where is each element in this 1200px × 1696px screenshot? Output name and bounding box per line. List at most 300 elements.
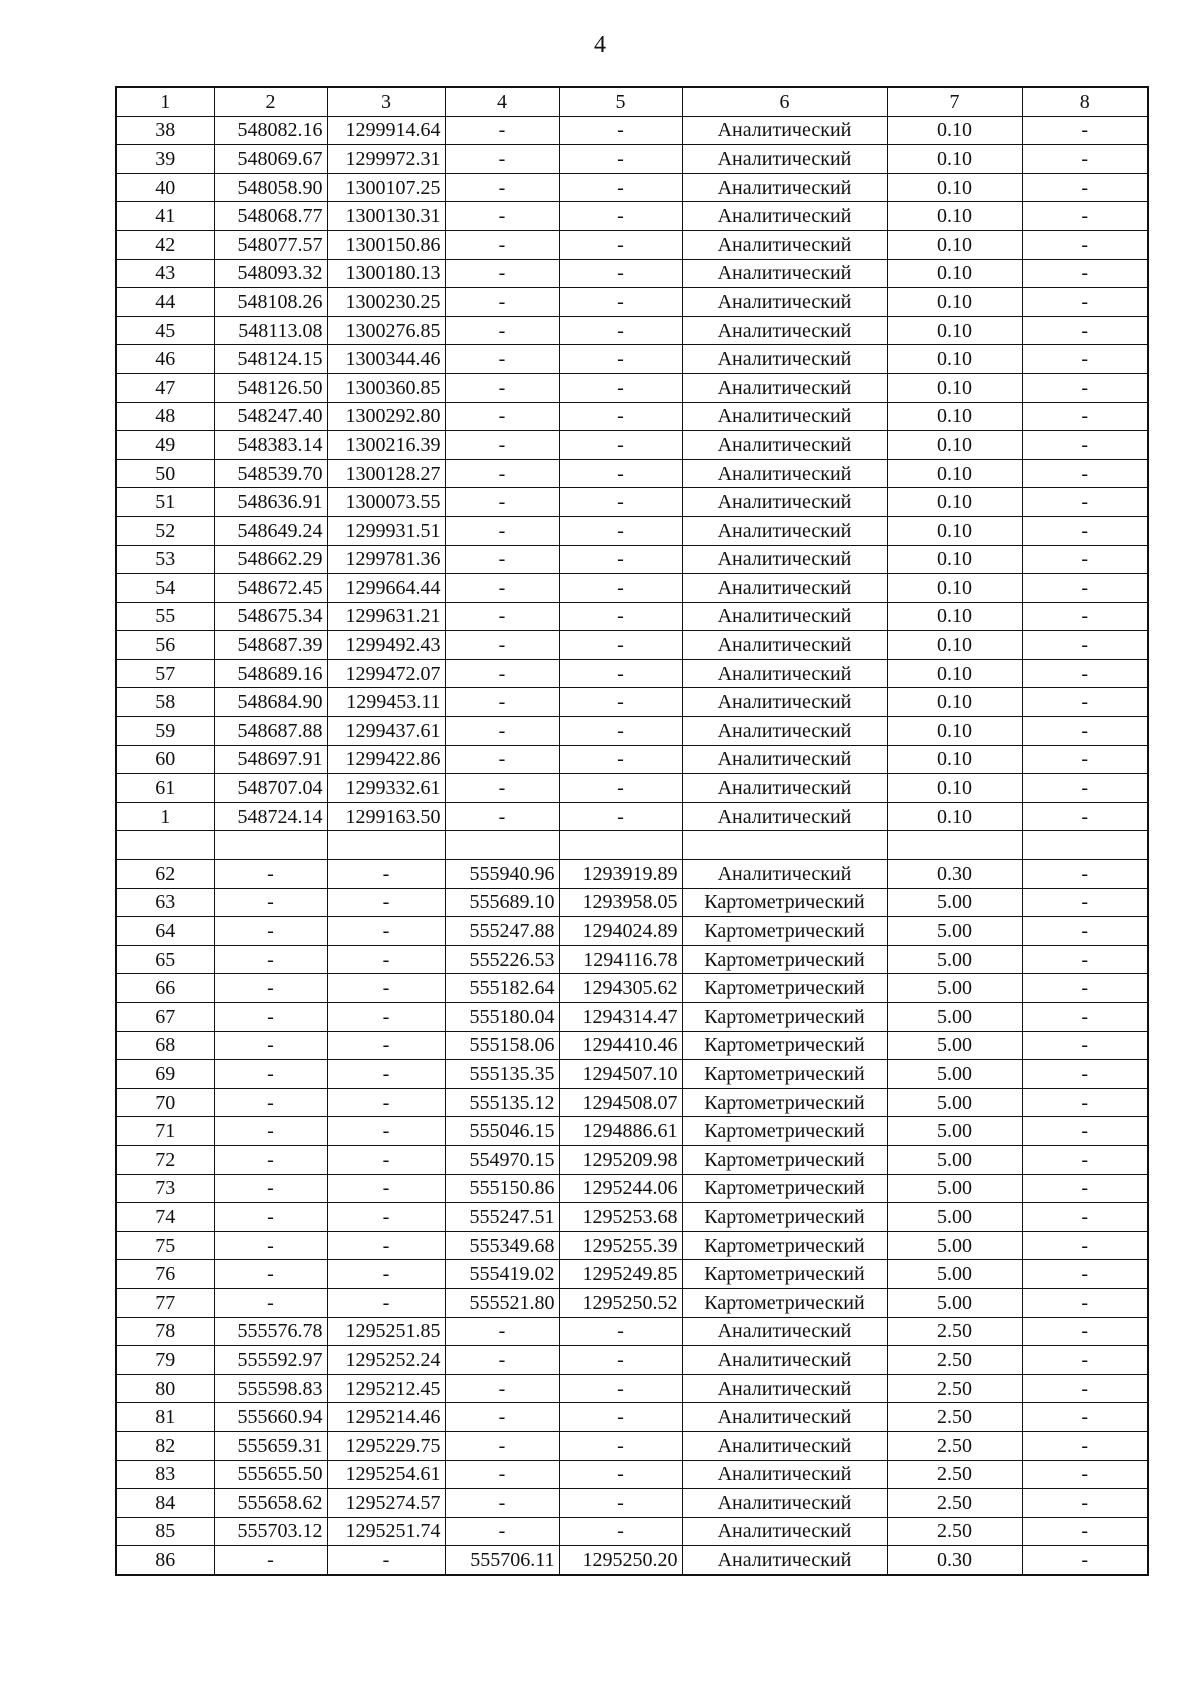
table-cell: 0.10 [887, 116, 1022, 145]
table-cell: Аналитический [682, 1460, 887, 1489]
table-cell: - [559, 1317, 682, 1346]
table-cell: - [327, 945, 445, 974]
table-cell: 1299163.50 [327, 802, 445, 831]
table-cell: 555940.96 [445, 860, 559, 889]
table-cell: 555592.97 [214, 1346, 327, 1375]
column-header: 4 [445, 87, 559, 116]
table-cell: 0.10 [887, 145, 1022, 174]
table-cell: 555182.64 [445, 974, 559, 1003]
table-cell: 50 [116, 459, 214, 488]
table-cell: - [1022, 459, 1148, 488]
table-row [116, 173, 1148, 202]
table-cell: 1295255.39 [559, 1231, 682, 1260]
table-cell: Аналитический [682, 688, 887, 717]
table-cell: - [214, 945, 327, 974]
table-cell: 59 [116, 717, 214, 746]
table-cell: - [1022, 1060, 1148, 1089]
table-cell: - [1022, 516, 1148, 545]
table-cell: 5.00 [887, 1203, 1022, 1232]
table-cell: - [445, 1460, 559, 1489]
table-cell: 0.10 [887, 802, 1022, 831]
table-cell: - [445, 717, 559, 746]
table-cell: 548113.08 [214, 316, 327, 345]
table-cell: Картометрический [682, 1003, 887, 1032]
table-cell: 2.50 [887, 1346, 1022, 1375]
table-cell: - [214, 974, 327, 1003]
table-cell: 548707.04 [214, 774, 327, 803]
table-cell: - [559, 1346, 682, 1375]
table-cell: 0.10 [887, 774, 1022, 803]
table-cell: 555158.06 [445, 1031, 559, 1060]
table-cell: - [1022, 488, 1148, 517]
table-row [116, 145, 1148, 174]
table-cell: - [1022, 373, 1148, 402]
table-cell: 548093.32 [214, 259, 327, 288]
page-number: 4 [594, 32, 606, 58]
table-cell: 55 [116, 602, 214, 631]
table-cell: 82 [116, 1431, 214, 1460]
table-cell: 56 [116, 631, 214, 660]
table-cell: 44 [116, 288, 214, 317]
table-cell: 65 [116, 945, 214, 974]
table-cell: Картометрический [682, 888, 887, 917]
table-row [116, 1117, 1148, 1146]
table-cell: 0.30 [887, 860, 1022, 889]
table-cell: - [327, 860, 445, 889]
table-cell: 48 [116, 402, 214, 431]
table-cell: Аналитический [682, 202, 887, 231]
table-cell: Аналитический [682, 259, 887, 288]
table-cell: - [445, 431, 559, 460]
table-cell: 548383.14 [214, 431, 327, 460]
table-cell: 0.10 [887, 574, 1022, 603]
table-row [116, 1060, 1148, 1089]
table-cell: 1295212.45 [327, 1374, 445, 1403]
table-cell: 1300128.27 [327, 459, 445, 488]
table-cell: 1295251.74 [327, 1517, 445, 1546]
table-cell: 548126.50 [214, 373, 327, 402]
coordinates-table [115, 86, 1149, 1576]
table-cell: - [559, 316, 682, 345]
table-cell: Аналитический [682, 545, 887, 574]
table-cell: Аналитический [682, 488, 887, 517]
table-cell: 1295229.75 [327, 1431, 445, 1460]
table-cell: 548687.39 [214, 631, 327, 660]
table-cell: 0.10 [887, 202, 1022, 231]
table-cell: 5.00 [887, 888, 1022, 917]
table-cell: 40 [116, 173, 214, 202]
table-cell: 0.10 [887, 488, 1022, 517]
table-cell: 548689.16 [214, 659, 327, 688]
table-cell: Картометрический [682, 945, 887, 974]
table-cell [1022, 831, 1148, 860]
table-cell: - [1022, 545, 1148, 574]
table-cell: 548684.90 [214, 688, 327, 717]
table-cell: 1294024.89 [559, 917, 682, 946]
table-row [116, 116, 1148, 145]
table-cell: 1 [116, 802, 214, 831]
table-row [116, 1174, 1148, 1203]
table-cell: - [214, 1546, 327, 1575]
table-cell: 81 [116, 1403, 214, 1432]
table-cell: 555521.80 [445, 1288, 559, 1317]
table-cell: Аналитический [682, 459, 887, 488]
table-cell: - [445, 373, 559, 402]
table-cell: 5.00 [887, 1088, 1022, 1117]
table-cell: 0.10 [887, 516, 1022, 545]
table-cell: 64 [116, 917, 214, 946]
table-cell: Аналитический [682, 230, 887, 259]
table-cell: - [559, 202, 682, 231]
table-cell: - [1022, 145, 1148, 174]
table-cell: - [1022, 1288, 1148, 1317]
table-cell: 548069.67 [214, 145, 327, 174]
table-cell: - [327, 1060, 445, 1089]
table-cell: - [1022, 259, 1148, 288]
table-row [116, 230, 1148, 259]
table-row [116, 1546, 1148, 1575]
table-cell: - [445, 402, 559, 431]
table-cell: - [445, 659, 559, 688]
table-cell: 1299931.51 [327, 516, 445, 545]
table-cell: - [214, 1174, 327, 1203]
table-cell: 1300276.85 [327, 316, 445, 345]
table-cell: 1295209.98 [559, 1145, 682, 1174]
table-cell: - [445, 230, 559, 259]
table-cell: Картометрический [682, 1288, 887, 1317]
table-cell: 0.10 [887, 173, 1022, 202]
table-row [116, 1431, 1148, 1460]
table-cell: Аналитический [682, 1546, 887, 1575]
table-cell: 555658.62 [214, 1489, 327, 1518]
table-cell: - [1022, 1117, 1148, 1146]
table-cell: 1299437.61 [327, 717, 445, 746]
table-cell: - [1022, 688, 1148, 717]
table-cell: 555655.50 [214, 1460, 327, 1489]
table-row [116, 1489, 1148, 1518]
table-cell: - [1022, 1031, 1148, 1060]
table-cell: - [214, 888, 327, 917]
table-row [116, 917, 1148, 946]
table-cell: - [445, 1489, 559, 1518]
table-cell: - [1022, 116, 1148, 145]
table-cell: - [559, 1489, 682, 1518]
table-cell: - [1022, 1489, 1148, 1518]
table-cell: 0.10 [887, 659, 1022, 688]
table-cell: - [445, 802, 559, 831]
table-row [116, 345, 1148, 374]
table-cell: - [559, 688, 682, 717]
table-cell: 548077.57 [214, 230, 327, 259]
table-cell: 1299972.31 [327, 145, 445, 174]
table-cell: 555659.31 [214, 1431, 327, 1460]
table-cell: - [214, 1203, 327, 1232]
table-cell: - [214, 1231, 327, 1260]
table-cell: Картометрический [682, 1117, 887, 1146]
table-cell: Аналитический [682, 602, 887, 631]
table-cell: 1295254.61 [327, 1460, 445, 1489]
table-cell: 1295274.57 [327, 1489, 445, 1518]
table-cell: 1300344.46 [327, 345, 445, 374]
column-header: 1 [116, 87, 214, 116]
table-cell: 555660.94 [214, 1403, 327, 1432]
table-cell: 555419.02 [445, 1260, 559, 1289]
table-cell: - [559, 230, 682, 259]
table-cell: - [327, 1546, 445, 1575]
table-row [116, 1031, 1148, 1060]
table-cell: - [1022, 888, 1148, 917]
table-cell: - [445, 516, 559, 545]
table-cell: Аналитический [682, 316, 887, 345]
table-row [116, 1088, 1148, 1117]
table-cell: - [1022, 745, 1148, 774]
table-cell: 548662.29 [214, 545, 327, 574]
table-cell: 1294116.78 [559, 945, 682, 974]
table-cell: - [214, 1031, 327, 1060]
table-cell: 0.10 [887, 631, 1022, 660]
table-cell: 77 [116, 1288, 214, 1317]
table-cell: Аналитический [682, 745, 887, 774]
table-cell: Аналитический [682, 659, 887, 688]
table-cell: - [559, 774, 682, 803]
table-row [116, 259, 1148, 288]
table-cell: 5.00 [887, 1031, 1022, 1060]
table-cell: 0.30 [887, 1546, 1022, 1575]
table-cell: 1299492.43 [327, 631, 445, 660]
table-row [116, 945, 1148, 974]
column-header: 2 [214, 87, 327, 116]
table-cell: - [559, 745, 682, 774]
table-cell: - [1022, 1517, 1148, 1546]
table-cell: 548247.40 [214, 402, 327, 431]
table-cell: 1299472.07 [327, 659, 445, 688]
table-row [116, 1288, 1148, 1317]
table-cell: 53 [116, 545, 214, 574]
table-cell: - [1022, 1403, 1148, 1432]
table-cell: 548649.24 [214, 516, 327, 545]
table-cell: 41 [116, 202, 214, 231]
table-cell: 70 [116, 1088, 214, 1117]
table-cell: - [1022, 1145, 1148, 1174]
table-cell [887, 831, 1022, 860]
table-cell: - [327, 1231, 445, 1260]
table-cell: 548697.91 [214, 745, 327, 774]
table-cell: 555349.68 [445, 1231, 559, 1260]
table-cell: 2.50 [887, 1374, 1022, 1403]
table-cell: 1294508.07 [559, 1088, 682, 1117]
table-cell: Аналитический [682, 373, 887, 402]
table-cell: 1293919.89 [559, 860, 682, 889]
table-cell: - [1022, 574, 1148, 603]
table-row [116, 1460, 1148, 1489]
table-cell: 5.00 [887, 1231, 1022, 1260]
table-cell: 0.10 [887, 288, 1022, 317]
table-cell: - [445, 1317, 559, 1346]
table-cell: 555046.15 [445, 1117, 559, 1146]
table-cell: 38 [116, 116, 214, 145]
table-cell: - [559, 402, 682, 431]
table-cell: - [559, 145, 682, 174]
table-cell: 5.00 [887, 1117, 1022, 1146]
table-cell: 72 [116, 1145, 214, 1174]
table-row [116, 459, 1148, 488]
table-cell: - [559, 602, 682, 631]
table-cell: - [559, 259, 682, 288]
table-cell: 2.50 [887, 1517, 1022, 1546]
table-cell: 555703.12 [214, 1517, 327, 1546]
table-cell: 1300360.85 [327, 373, 445, 402]
table-cell: - [214, 860, 327, 889]
table-cell: 79 [116, 1346, 214, 1375]
table-cell: - [445, 288, 559, 317]
table-cell: 0.10 [887, 402, 1022, 431]
table-row [116, 659, 1148, 688]
table-cell: 80 [116, 1374, 214, 1403]
table-cell: - [1022, 945, 1148, 974]
table-cell: Картометрический [682, 1145, 887, 1174]
table-row [116, 316, 1148, 345]
table-cell: - [1022, 659, 1148, 688]
table-cell: Аналитический [682, 774, 887, 803]
table-cell: - [1022, 1374, 1148, 1403]
table-cell: 1299914.64 [327, 116, 445, 145]
table-cell: 1300073.55 [327, 488, 445, 517]
table-cell: - [559, 516, 682, 545]
table-cell: - [1022, 631, 1148, 660]
table-cell: 68 [116, 1031, 214, 1060]
table-cell: 0.10 [887, 316, 1022, 345]
table-cell: - [1022, 1231, 1148, 1260]
table-cell: 548675.34 [214, 602, 327, 631]
table-cell: 555226.53 [445, 945, 559, 974]
column-header: 7 [887, 87, 1022, 116]
table-cell: - [1022, 860, 1148, 889]
table-cell: 5.00 [887, 917, 1022, 946]
table-header-row [116, 87, 1148, 116]
table-cell: - [559, 1460, 682, 1489]
table-cell: - [1022, 1346, 1148, 1375]
table-cell: 2.50 [887, 1403, 1022, 1432]
table-cell: - [445, 1403, 559, 1432]
table-cell: 0.10 [887, 745, 1022, 774]
table-row [116, 1346, 1148, 1375]
table-cell: Аналитический [682, 288, 887, 317]
table-cell: 1300216.39 [327, 431, 445, 460]
table-row [116, 431, 1148, 460]
table-cell: Аналитический [682, 1374, 887, 1403]
table-row [116, 288, 1148, 317]
table-cell: - [445, 688, 559, 717]
table-row [116, 1003, 1148, 1032]
table-row [116, 1517, 1148, 1546]
table-cell: Картометрический [682, 974, 887, 1003]
table-cell: 47 [116, 373, 214, 402]
table-cell: 0.10 [887, 345, 1022, 374]
table-cell: - [1022, 1317, 1148, 1346]
table-cell: - [214, 1260, 327, 1289]
table-cell: - [445, 488, 559, 517]
table-cell: - [327, 1203, 445, 1232]
table-row [116, 402, 1148, 431]
table-cell: - [327, 1260, 445, 1289]
table-cell: 1293958.05 [559, 888, 682, 917]
table-cell: 43 [116, 259, 214, 288]
table-cell: Картометрический [682, 1203, 887, 1232]
table-cell: 555706.11 [445, 1546, 559, 1575]
table-row [116, 1203, 1148, 1232]
table-cell: - [327, 1145, 445, 1174]
table-cell: 5.00 [887, 1288, 1022, 1317]
table-cell: 1294507.10 [559, 1060, 682, 1089]
table-cell: 0.10 [887, 459, 1022, 488]
table-cell: 2.50 [887, 1489, 1022, 1518]
table-cell: 0.10 [887, 230, 1022, 259]
table-cell: - [445, 202, 559, 231]
table-row [116, 516, 1148, 545]
table-cell: 74 [116, 1203, 214, 1232]
table-cell: - [214, 1145, 327, 1174]
table-cell: Картометрический [682, 1060, 887, 1089]
table-cell: - [559, 373, 682, 402]
table-cell: 1295253.68 [559, 1203, 682, 1232]
table-cell: - [1022, 173, 1148, 202]
table-cell: 73 [116, 1174, 214, 1203]
table-cell: 69 [116, 1060, 214, 1089]
table-cell: - [445, 145, 559, 174]
table-cell: - [559, 717, 682, 746]
table-cell: 60 [116, 745, 214, 774]
table-cell: - [445, 545, 559, 574]
table-cell: - [327, 1003, 445, 1032]
table-cell: Аналитический [682, 631, 887, 660]
table-cell: Картометрический [682, 1088, 887, 1117]
table-row [116, 1317, 1148, 1346]
table-cell: Аналитический [682, 1403, 887, 1432]
table-cell: - [327, 1088, 445, 1117]
table-cell: Аналитический [682, 1489, 887, 1518]
table-cell: 1295251.85 [327, 1317, 445, 1346]
table-cell: 51 [116, 488, 214, 517]
table-cell: 1300107.25 [327, 173, 445, 202]
table-cell: - [327, 888, 445, 917]
table-cell: - [1022, 431, 1148, 460]
table-cell: 548636.91 [214, 488, 327, 517]
table-cell: 548724.14 [214, 802, 327, 831]
table-cell: 39 [116, 145, 214, 174]
table-cell: - [327, 974, 445, 1003]
table-cell [559, 831, 682, 860]
table-cell: 75 [116, 1231, 214, 1260]
table-cell: 58 [116, 688, 214, 717]
column-header: 6 [682, 87, 887, 116]
table-cell: 0.10 [887, 717, 1022, 746]
table-cell: 0.10 [887, 431, 1022, 460]
table-cell: Аналитический [682, 345, 887, 374]
table-cell: 1299631.21 [327, 602, 445, 631]
column-header: 3 [327, 87, 445, 116]
table-cell: Аналитический [682, 1346, 887, 1375]
table-cell: - [559, 1374, 682, 1403]
table-cell: - [214, 1003, 327, 1032]
table-cell: - [559, 659, 682, 688]
table-cell: - [1022, 1546, 1148, 1575]
table-cell: Аналитический [682, 145, 887, 174]
table-cell: Аналитический [682, 173, 887, 202]
table-cell: 548672.45 [214, 574, 327, 603]
table-cell: 555135.35 [445, 1060, 559, 1089]
table-cell: Картометрический [682, 917, 887, 946]
table-cell: Картометрический [682, 1174, 887, 1203]
